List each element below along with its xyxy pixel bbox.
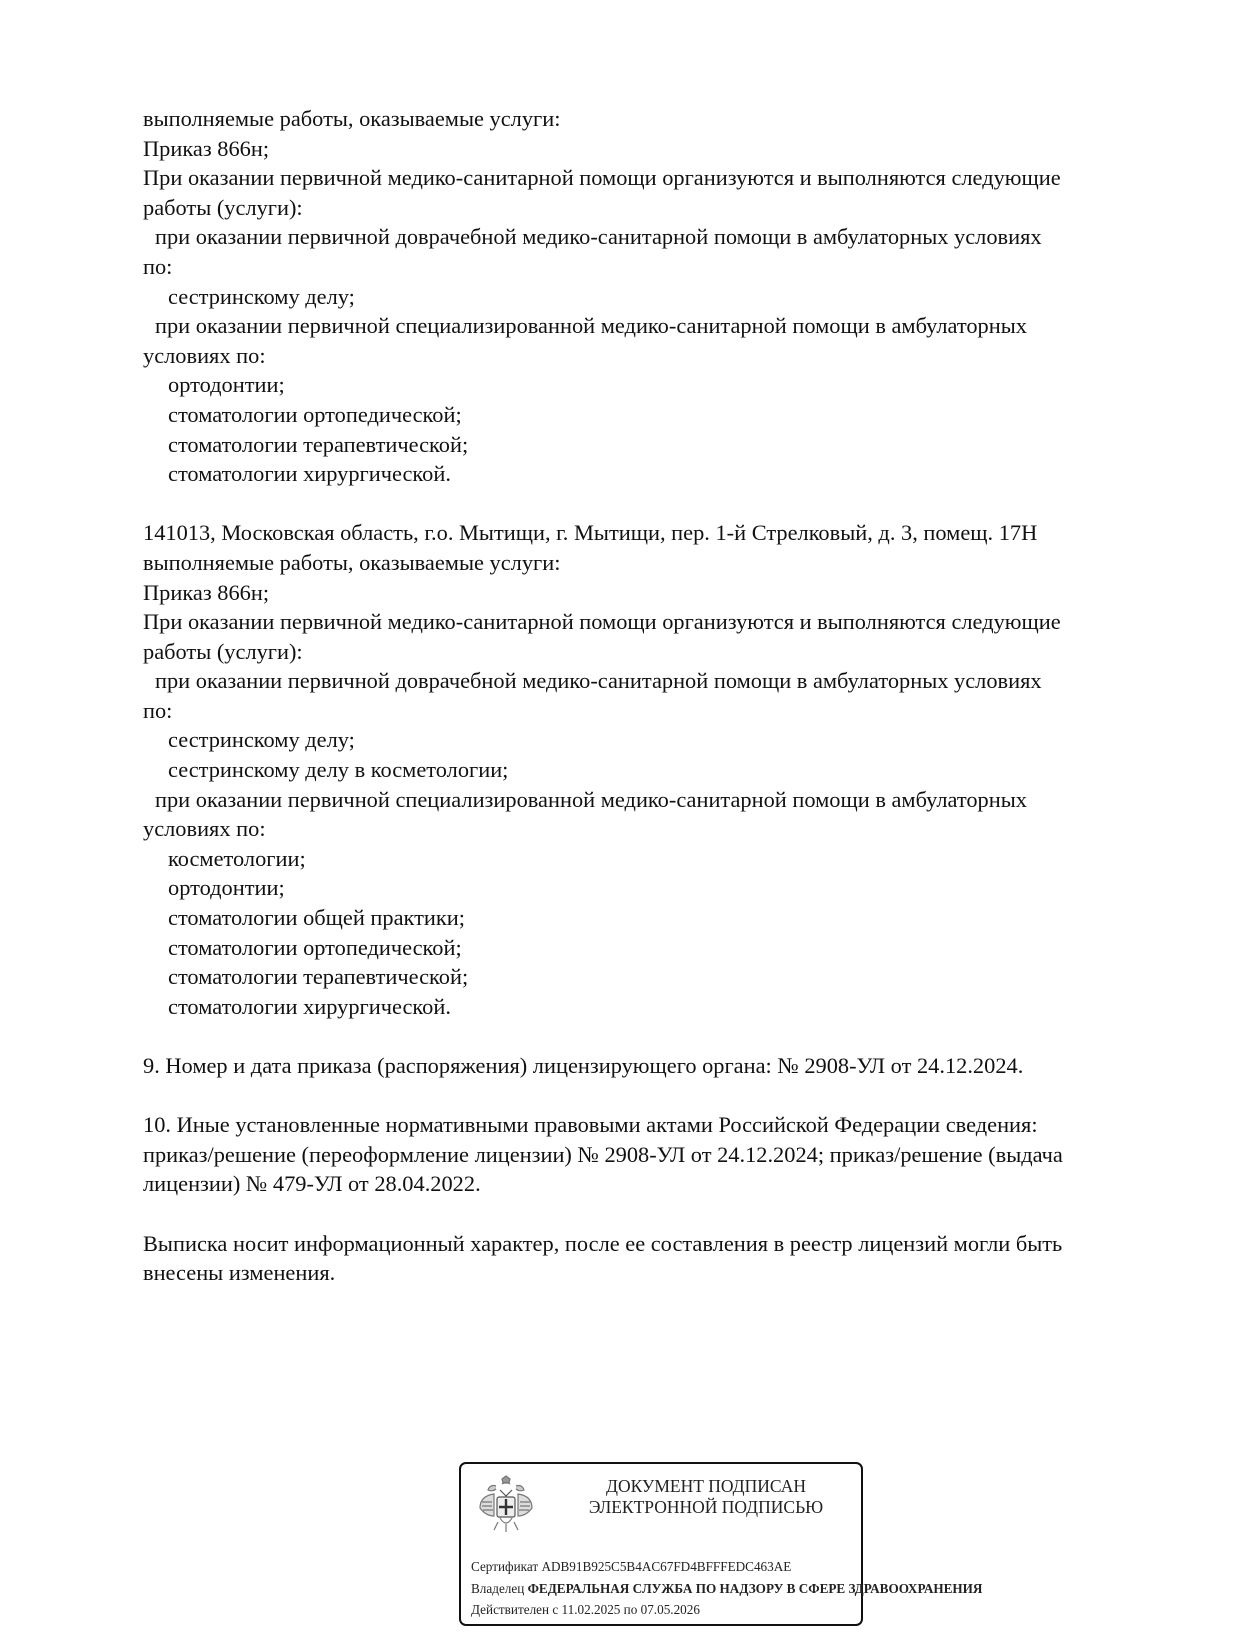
service-line: условиях по: bbox=[143, 342, 266, 368]
certificate-row bbox=[471, 1559, 791, 1575]
certificate-value: ADB91B925C5B4AC67FD4BFFFEDC463AE bbox=[541, 1559, 792, 1574]
service-line: выполняемые работы, оказываемые услуги: bbox=[143, 106, 561, 131]
item-9-order-number: 9. Номер и дата приказа (распоряжения) лицензирующего органа: № 2908-УЛ от 24.12.2024. bbox=[143, 1053, 1024, 1078]
service-line: Приказ 866н; bbox=[143, 579, 270, 605]
service-line: сестринскому делу в косметологии; bbox=[168, 757, 509, 783]
spacer bbox=[143, 1081, 1143, 1111]
signature-title-line: ЭЛЕКТРОННОЙ ПОДПИСЬЮ bbox=[588, 1497, 824, 1517]
service-line: условиях по: bbox=[143, 816, 266, 842]
service-line: сестринскому делу; bbox=[168, 283, 355, 309]
signature-title-line: ДОКУМЕНТ ПОДПИСАН bbox=[606, 1476, 806, 1496]
item-10-line: приказ/решение (переоформление лицензии) № 2908-УЛ от 24.12.2024; приказ/решение (выдача bbox=[143, 1141, 1063, 1167]
service-line: косметологии; bbox=[168, 845, 306, 871]
service-line: При оказании первичной медико-санитарной помощи организуются и выполняются следующие bbox=[143, 609, 1061, 635]
service-line: выполняемые работы, оказываемые услуги: bbox=[143, 549, 561, 575]
address-line: 141013, Московская область, г.о. Мытищи, г. Мытищи, пер. 1-й Стрелковый, д. 3, помещ. 17Н bbox=[143, 520, 1038, 546]
item-10-line: 10. Иные установленные нормативными правовыми актами Российской Федерации сведения: bbox=[143, 1112, 1038, 1138]
service-line: стоматологии терапевтической; bbox=[168, 431, 469, 457]
service-line: стоматологии хирургической. bbox=[168, 461, 451, 487]
service-line: стоматологии общей практики; bbox=[168, 905, 465, 931]
services-block-1 bbox=[143, 104, 1143, 489]
service-line: Приказ 866н; bbox=[143, 135, 270, 161]
service-line: при оказании первичной доврачебной медико-санитарной помощи в амбулаторных условиях bbox=[155, 668, 1042, 694]
document-body bbox=[143, 104, 1143, 1288]
validity-row: Действителен с 11.02.2025 по 07.05.2026 bbox=[471, 1602, 700, 1617]
service-line: при оказании первичной специализированной медико-санитарной помощи в амбулаторных bbox=[155, 786, 1027, 812]
disclaimer-line: Выписка носит информационный характер, после ее составления в реестр лицензий могли быть bbox=[143, 1230, 1063, 1256]
service-line: при оказании первичной специализированной медико-санитарной помощи в амбулаторных bbox=[155, 313, 1027, 339]
owner-row bbox=[471, 1581, 982, 1597]
service-line: работы (услуги): bbox=[143, 194, 303, 220]
owner-value: ФЕДЕРАЛЬНАЯ СЛУЖБА ПО НАДЗОРУ В СФЕРЕ ЗДРАВООХРАНЕНИЯ bbox=[527, 1581, 983, 1596]
coat-of-arms-icon bbox=[474, 1472, 538, 1536]
services-block-2 bbox=[143, 518, 1143, 1021]
service-line: стоматологии хирургической. bbox=[168, 993, 451, 1019]
service-line: сестринскому делу; bbox=[168, 727, 355, 753]
service-line: по: bbox=[143, 697, 173, 723]
service-line: работы (услуги): bbox=[143, 638, 303, 664]
service-line: по: bbox=[143, 253, 173, 279]
disclaimer bbox=[143, 1229, 1143, 1288]
spacer bbox=[143, 1199, 1143, 1229]
service-line: стоматологии ортопедической; bbox=[168, 934, 462, 960]
spacer bbox=[143, 1021, 1143, 1051]
item-10-other-info bbox=[143, 1110, 1143, 1199]
service-line: ортодонтии; bbox=[168, 372, 285, 398]
service-line: стоматологии терапевтической; bbox=[168, 964, 469, 990]
item-10-line: лицензии) № 479-УЛ от 28.04.2022. bbox=[143, 1171, 481, 1197]
signature-title bbox=[571, 1476, 841, 1518]
service-line: при оказании первичной доврачебной медико-санитарной помощи в амбулаторных условиях bbox=[155, 224, 1042, 250]
certificate-label: Сертификат bbox=[471, 1559, 539, 1574]
spacer bbox=[143, 489, 1143, 519]
disclaimer-line: внесены изменения. bbox=[143, 1260, 336, 1286]
service-line: При оказании первичной медико-санитарной помощи организуются и выполняются следующие bbox=[143, 165, 1061, 191]
service-line: ортодонтии; bbox=[168, 875, 285, 901]
service-line: стоматологии ортопедической; bbox=[168, 401, 462, 427]
owner-label: Владелец bbox=[471, 1581, 525, 1596]
electronic-signature-stamp bbox=[459, 1462, 983, 1626]
